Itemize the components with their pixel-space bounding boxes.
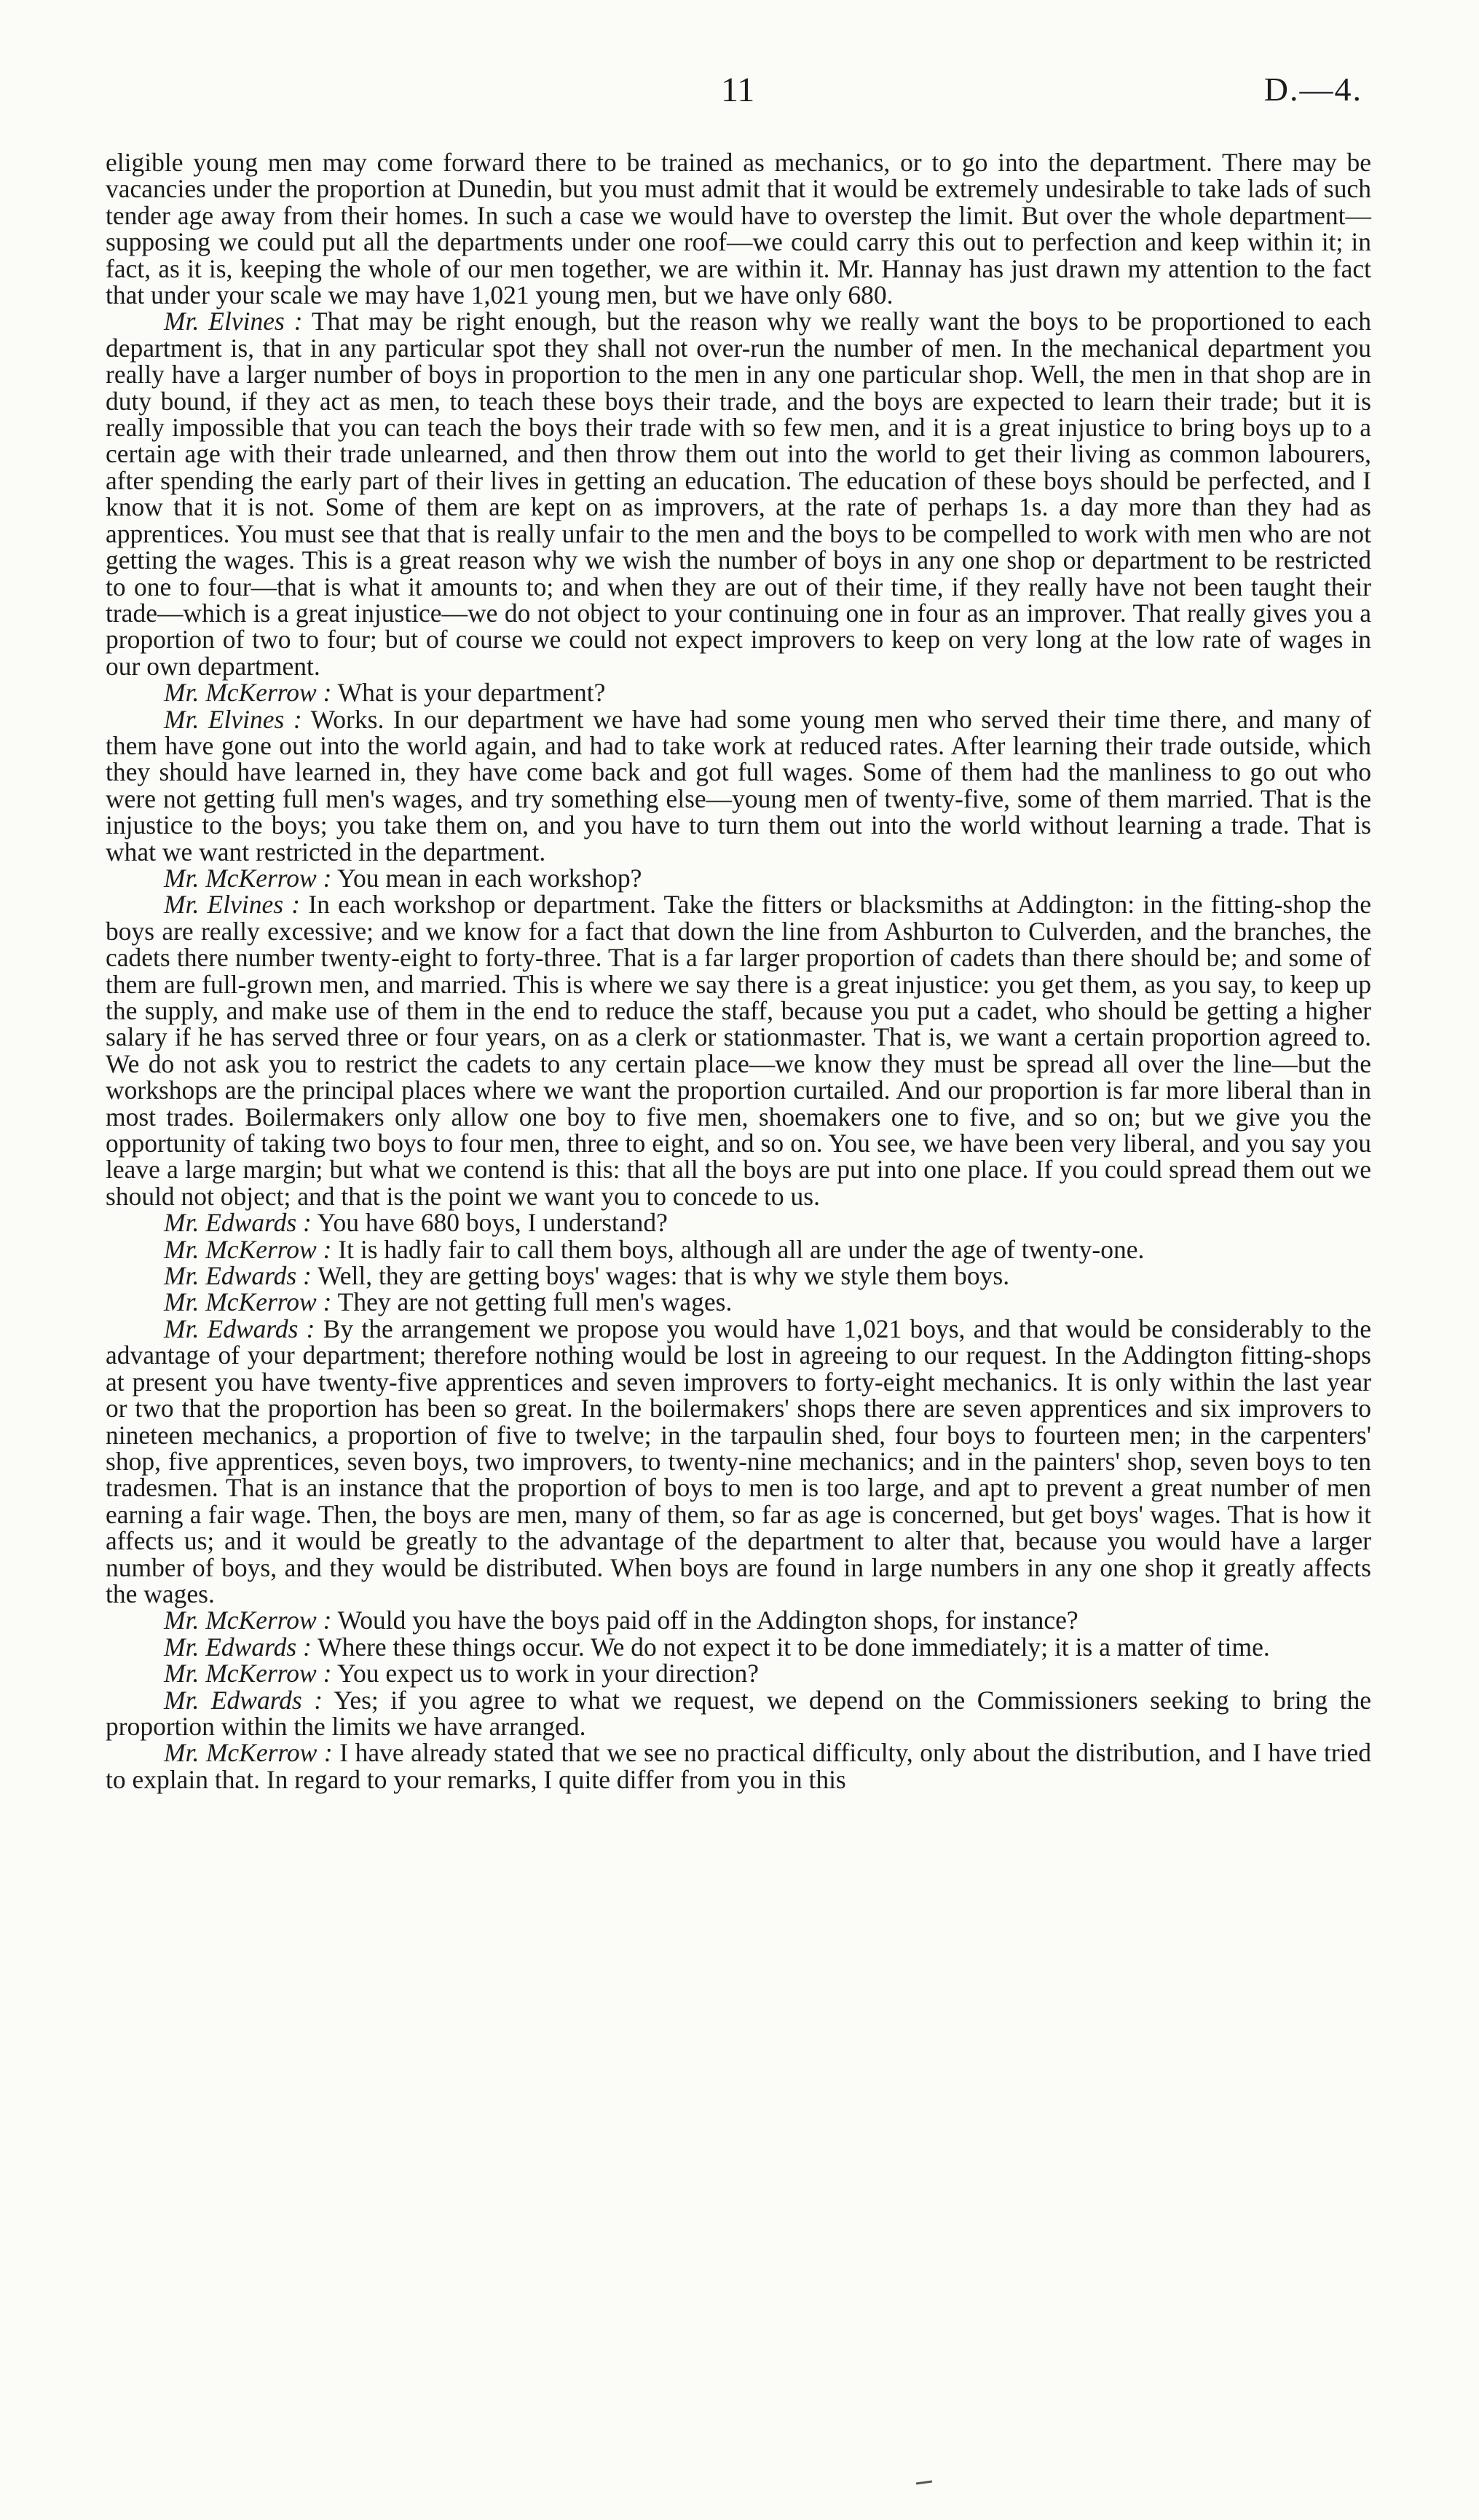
speaker-name: Mr. McKerrow :	[164, 678, 332, 708]
paragraph	[106, 891, 1371, 1209]
paragraph	[106, 1263, 1371, 1289]
speaker-name: Mr. McKerrow :	[164, 1234, 332, 1264]
body-text	[106, 149, 1371, 1793]
speaker-name: Mr. Edwards :	[164, 1685, 323, 1715]
speaker-name: Mr. Elvines :	[164, 704, 302, 734]
page-number: 11	[721, 71, 755, 109]
paragraph	[106, 149, 1371, 308]
paragraph-text: It is hadly fair to call them boys, although all are under the age of twenty-one.	[338, 1234, 1145, 1264]
paragraph	[106, 308, 1371, 679]
paragraph-text: In each workshop or department. Take the fitters or blacksmiths at Addington: in the fitting-shop the boys are really excessive; and we know for a fact that down the line from Ashburton to Culverden, and the branches, the cadets there number twenty-eight to forty-three. That is a far larger proportion of cadets than there should be; and some of them are full-grown men, and married. This is where we say there is a great injustice: you get them, as you say, to keep up the supply, and make use of them in the end to reduce the staff, because you put a cadet, who should be getting a higher salary if he has served three or four years, on as a clerk or stationmaster. That is, we want a certain proportion agreed to. We do not ask you to restrict the cadets to any certain place—we know they must be spread all over the line—but the workshops are the principal places where we want the proportion curtailed. And our proportion is far more liberal than in most trades. Boilermakers only allow one boy to five men, shoemakers one to five, and so on; but we give you the opportunity of taking two boys to four men, three to eight, and so on. You see, we have been very liberal, and you say you leave a large margin; but what we contend is this: that all the boys are put into one place. If you could spread them out we should not object; and that is the point we want you to concede to us.	[106, 890, 1372, 1211]
paragraph-text: By the arrangement we propose you would have 1,021 boys, and that would be considerably to the advantage of your department; therefore nothing would be lost in agreeing to our request. In the Addington fitting-shops at present you have twenty-five apprentices and seven improvers to forty-eight mechanics. It is only within the last year or two that the proportion has been so great. In the boilermakers' shops there are seven apprentices and six improvers to nineteen mechanics, a proportion of five to twelve; in the tarpaulin shed, four boys to fourteen men; in the carpenters' shop, five apprentices, seven boys, two improvers, to twenty-nine mechanics; and in the painters' shop, seven boys to ten tradesmen. That is an instance that the proportion of boys to men is too large, and apt to prevent a great number of men earning a fair wage. Then, the boys are men, many of them, so far as age is concerned, but get boys' wages. That is how it affects us; and it would be greatly to the advantage of the department to alter that, because you would have a larger number of boys, and they would be distributed. When boys are found in large numbers in any one shop it greatly affects the wages.	[106, 1314, 1372, 1608]
paragraph	[106, 1316, 1371, 1607]
paragraph-text: You expect us to work in your direction?	[336, 1659, 760, 1688]
speaker-name: Mr. Edwards :	[164, 1314, 315, 1343]
paragraph-text: Works. In our department we have had some young men who served their time there, and many of them have gone out into the world again, and had to take work at reduced rates. After learning their trade outside, which they should have learned in, they have come back and got full wages. Some of them had the manliness to go out who were not getting full men's wages, and try something else—young men of twenty-five, some of them married. That is the injustice to the boys; you take them on, and you have to turn them out into the world without learning a trade. That is what we want restricted in the department.	[106, 704, 1372, 866]
speaker-name: Mr. Elvines :	[164, 307, 303, 336]
speaker-name: Mr. McKerrow :	[164, 1287, 332, 1317]
paragraph-text: They are not getting full men's wages.	[337, 1287, 733, 1317]
paragraph	[106, 1634, 1371, 1660]
document-reference: D.—4.	[1263, 71, 1362, 108]
paragraph-text: You have 680 boys, I understand?	[317, 1208, 668, 1238]
paragraph-text: Well, they are getting boys' wages: that is why we style them boys.	[318, 1261, 1010, 1291]
paragraph	[106, 1289, 1371, 1315]
stray-mark	[916, 2480, 932, 2484]
paragraph-text: Would you have the boys paid off in the Addington shops, for instance?	[337, 1605, 1078, 1635]
paragraph	[106, 1236, 1371, 1263]
speaker-name: Mr. McKerrow :	[164, 1738, 333, 1768]
paragraph	[106, 865, 1371, 891]
speaker-name: Mr. Edwards :	[164, 1632, 312, 1662]
speaker-name: Mr. Elvines :	[164, 890, 301, 920]
paragraph-text: That may be right enough, but the reason why we really want the boys to be proportioned to each department is, that in any particular spot they shall not over-run the number of men. In the mechanical department you really have a larger number of boys in proportion to the men in any one particular shop. Well, the men in that shop are in duty bound, if they act as men, to teach these boys their trade, and the boys are expected to learn their trade; but it is really impossible that you can teach the boys their trade with so few men, and it is a great injustice to bring boys up to a certain age with their trade unlearned, and then throw them out into the world to get their living as common labourers, after spending the early part of their lives in getting an education. The education of these boys should be perfected, and I know that it is not. Some of them are kept on as improvers, at the rate of perhaps 1s. a day more than they had as apprentices. You must see that that is really unfair to the men and the boys to be compelled to work with men who are not getting the wages. This is a great reason why we wish the number of boys in any one shop or department to be restricted to one to four—that is what it amounts to; and when they are out of their time, if they really have not been taught their trade—which is a great injustice—we do not object to your continuing one in four as an improver. That really gives you a proportion of two to four; but of course we could not expect improvers to keep on very long at the low rate of wages in our own department.	[106, 307, 1372, 681]
paragraph	[106, 706, 1371, 865]
paragraph-text: Where these things occur. We do not expect it to be done immediately; it is a matter of time.	[318, 1632, 1270, 1662]
paragraph-text: eligible young men may come forward there to be trained as mechanics, or to go into the department. There may be vacancies under the proportion at Dunedin, but you must admit that it would be extremely undesirable to take lads of such tender age away from their homes. In such a case we would have to overstep the limit. But over the whole department—supposing we could put all the departments under one roof—we could carry this out to perfection and keep within it; in fact, as it is, keeping the whole of our men together, we are within it. Mr. Hannay has just drawn my attention to the fact that under your scale we may have 1,021 young men, but we have only 680.	[106, 148, 1371, 310]
speaker-name: Mr. McKerrow :	[164, 863, 332, 893]
paragraph	[106, 1687, 1371, 1740]
paragraph-text: What is your department?	[337, 678, 606, 708]
paragraph	[106, 1209, 1371, 1236]
paragraph	[106, 1607, 1371, 1633]
paragraph-text: You mean in each workshop?	[336, 863, 642, 893]
speaker-name: Mr. Edwards :	[164, 1261, 312, 1291]
speaker-name: Mr. Edwards :	[164, 1208, 312, 1238]
paragraph	[106, 1739, 1371, 1793]
page-header	[0, 70, 1479, 121]
paragraph-text: I have already stated that we see no practical difficulty, only about the distribution, and I have tried to explain that. In regard to your remarks, I quite differ from you in this	[106, 1738, 1372, 1794]
speaker-name: Mr. McKerrow :	[164, 1605, 332, 1635]
speaker-name: Mr. McKerrow :	[164, 1659, 332, 1688]
paragraph	[106, 1660, 1371, 1686]
paragraph-text: Yes; if you agree to what we request, we depend on the Commissioners seeking to bring the proportion within the limits we have arranged.	[106, 1685, 1371, 1741]
paragraph	[106, 679, 1371, 706]
